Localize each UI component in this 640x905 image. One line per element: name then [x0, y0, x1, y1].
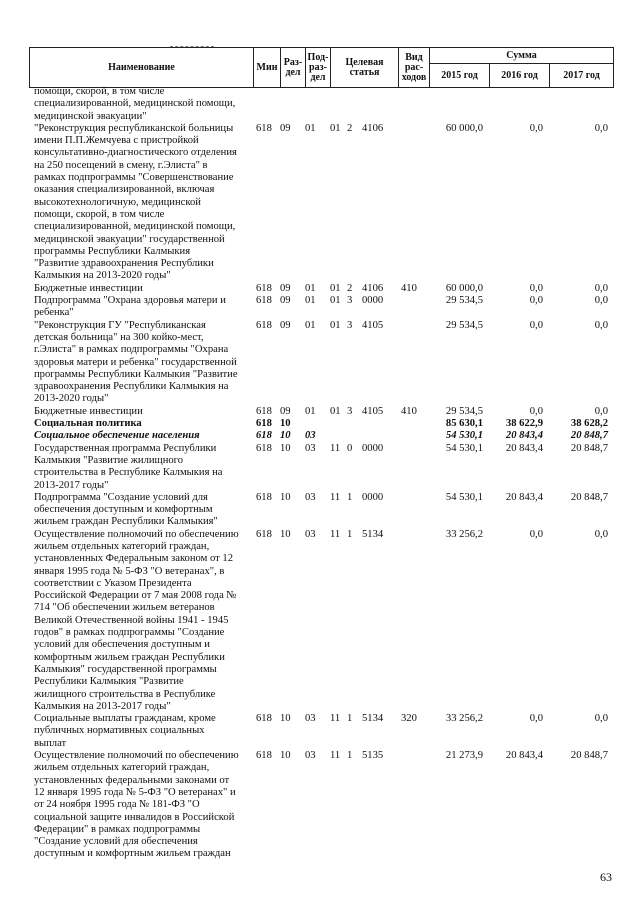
cell-rz: 09 — [280, 319, 291, 331]
row-name: Осуществление полномочий по обеспечению жильем отдельных категорий граждан, установленных Федеральным законом от 12 января 1995 года № 5-ФЗ "О ветеранах", в соответствии с Указом Президента Российской Федерации от 7 мая 2008 года № 714 "Об обеспечении жильем ветеранов Великой Отечественной войны 1941 - 1945 годов" в рамках подпрограммы "Создание условий для обеспечения доступным и комфортным жильем граждан Республики Калмыкия" государственной программы Республики Калмыкия "Развитие жилищного строительства в Республике Калмыкия на 2013-2017 годы" — [34, 528, 239, 712]
cell-pr: 03 — [305, 442, 316, 454]
cell-min: 618 — [256, 282, 272, 294]
table-row — [29, 283, 613, 295]
cell-s2015: 60 000,0 — [445, 122, 483, 134]
table-body — [29, 86, 613, 861]
cell-t3: 4105 — [362, 405, 384, 417]
table-row — [29, 713, 613, 750]
cell-s2017: 0,0 — [594, 122, 608, 134]
table-row — [29, 492, 613, 529]
cell-t3: 5135 — [362, 750, 384, 762]
cell-s2016: 0,0 — [529, 122, 543, 134]
cell-s2015: 54 530,1 — [445, 430, 483, 442]
cell-t2: 1 — [347, 491, 353, 503]
cell-t2: 2 — [347, 122, 353, 134]
header-summa: Сумма — [430, 48, 614, 64]
cell-t2: 1 — [347, 528, 353, 540]
row-name: "Реконструкция республиканской больницы имени П.П.Жемчуева с пристройкой консультативно-диагностического отделения на 250 посещений в смену, г.Элиста" в рамках подпрограммы "Совершенствование оказания специализированной, включая высокотехнологичную, медицинской помощи, скорой, в том числе специализированной, медицинской помощи, медицинской эвакуации" государственной программы Республики Калмыкия "Развитие здравоохранения Республики Калмыкия на 2013-2020 годы" — [34, 122, 237, 282]
cell-s2015: 29 534,5 — [445, 295, 483, 307]
cell-t2: 0 — [347, 442, 353, 454]
header-2017: 2017 год — [550, 64, 614, 88]
cell-s2017: 20 848,7 — [570, 491, 608, 503]
header-razdel: Раз- дел — [281, 48, 306, 88]
cell-s2017: 20 848,7 — [570, 430, 608, 442]
cell-s2016: 38 622,9 — [505, 418, 543, 430]
cell-s2016: 0,0 — [529, 295, 543, 307]
table-row — [29, 295, 613, 320]
cell-s2016: 0,0 — [529, 319, 543, 331]
cell-min: 618 — [256, 713, 272, 725]
cell-s2015: 33 256,2 — [445, 528, 483, 540]
row-name: Осуществление полномочий по обеспечению жильем отдельных категорий граждан, установленных федеральными законами от 12 января 1995 года № 5-ФЗ "О ветеранах" и от 24 ноября 1995 года № 181-ФЗ "О социальной защите инвалидов в Российской Федерации" в рамках подпрограммы "Создание условий для обеспечения доступным и комфортным жильем граждан — [34, 750, 239, 860]
table-row — [29, 443, 613, 492]
header-target: Целевая статья — [331, 48, 399, 88]
cell-t3: 0000 — [362, 295, 384, 307]
cell-t2: 1 — [347, 750, 353, 762]
cell-rz: 09 — [280, 405, 291, 417]
cell-vid: 320 — [401, 713, 417, 725]
cell-t3: 4106 — [362, 282, 384, 294]
cell-vid: 410 — [401, 282, 417, 294]
cell-s2015: 33 256,2 — [445, 713, 483, 725]
row-name: "Реконструкция ГУ "Республиканская детская больница" на 300 койко-мест, г.Элиста" в рамках подпрограммы "Охрана здоровья матери и ребенка" государственной программы Республики Калмыкия "Развитие здравоохранения Республики Калмыкия на 2013-2020 годы" — [34, 319, 238, 405]
row-name: помощи, скорой, в том числе специализированной, медицинской помощи, медицинской эвакуации" — [34, 86, 236, 122]
table-row — [29, 406, 613, 418]
cell-s2017: 0,0 — [594, 405, 608, 417]
cell-t1: 11 — [330, 442, 341, 454]
cell-min: 618 — [256, 405, 272, 417]
header-name: Наименование — [30, 48, 254, 88]
cell-rz: 10 — [280, 528, 291, 540]
cell-vid: 410 — [401, 405, 417, 417]
cell-s2017: 38 628,2 — [570, 418, 608, 430]
cell-s2017: 0,0 — [594, 295, 608, 307]
cell-s2015: 29 534,5 — [445, 319, 483, 331]
cell-s2016: 20 843,4 — [505, 442, 543, 454]
cell-s2017: 20 848,7 — [570, 442, 608, 454]
cell-t3: 4105 — [362, 319, 384, 331]
cell-t1: 11 — [330, 528, 341, 540]
cell-t2: 3 — [347, 405, 353, 417]
cell-t1: 11 — [330, 713, 341, 725]
table-row — [29, 320, 613, 406]
cell-min: 618 — [256, 442, 272, 454]
cell-t2: 3 — [347, 319, 353, 331]
cell-pr: 03 — [305, 528, 316, 540]
cell-s2015: 60 000,0 — [445, 282, 483, 294]
table-header — [29, 47, 614, 88]
header-2015: 2015 год — [430, 64, 490, 88]
cell-t1: 11 — [330, 750, 341, 762]
table-row — [29, 123, 613, 283]
cell-t3: 5134 — [362, 528, 384, 540]
cell-s2016: 0,0 — [529, 713, 543, 725]
cell-t2: 2 — [347, 282, 353, 294]
cell-rz: 10 — [280, 430, 291, 442]
header-min: Мин — [254, 48, 281, 88]
table-row — [29, 418, 613, 430]
cell-s2017: 0,0 — [594, 713, 608, 725]
cell-s2015: 21 273,9 — [445, 750, 483, 762]
row-name: Государственная программа Республики Калмыкия "Развитие жилищного строительства в Республике Калмыкия на 2013-2017 годы" — [34, 442, 223, 491]
cell-rz: 09 — [280, 295, 291, 307]
cell-min: 618 — [256, 418, 272, 430]
cell-pr: 01 — [305, 122, 316, 134]
cell-s2017: 20 848,7 — [570, 750, 608, 762]
cell-s2015: 54 530,1 — [445, 491, 483, 503]
cell-min: 618 — [256, 319, 272, 331]
cell-rz: 10 — [280, 713, 291, 725]
header-podrazdel: Под- раз- дел — [306, 48, 331, 88]
cell-s2017: 0,0 — [594, 282, 608, 294]
table-row — [29, 750, 613, 861]
cell-t1: 11 — [330, 491, 341, 503]
cell-rz: 10 — [280, 418, 291, 430]
cell-min: 618 — [256, 750, 272, 762]
cell-t1: 01 — [330, 405, 341, 417]
cell-min: 618 — [256, 295, 272, 307]
cell-pr: 01 — [305, 295, 316, 307]
cell-min: 618 — [256, 528, 272, 540]
cell-s2015: 54 530,1 — [445, 442, 483, 454]
row-name: Социальная политика — [34, 418, 142, 430]
cell-s2017: 0,0 — [594, 319, 608, 331]
cell-pr: 01 — [305, 405, 316, 417]
cell-s2016: 20 843,4 — [505, 430, 543, 442]
cell-min: 618 — [256, 491, 272, 503]
row-name: Социальное обеспечение населения — [34, 430, 200, 442]
cell-t3: 4106 — [362, 122, 384, 134]
cell-pr: 03 — [305, 750, 316, 762]
cell-s2016: 20 843,4 — [505, 750, 543, 762]
cell-min: 618 — [256, 430, 272, 442]
table-row — [29, 430, 613, 442]
page-number: 63 — [600, 870, 612, 884]
cell-t3: 5134 — [362, 713, 384, 725]
cell-rz: 10 — [280, 442, 291, 454]
cell-pr: 03 — [305, 713, 316, 725]
cell-t1: 01 — [330, 282, 341, 294]
cell-pr: 01 — [305, 319, 316, 331]
header-vid: Вид рас- ходов — [399, 48, 430, 88]
cell-s2016: 0,0 — [529, 282, 543, 294]
row-name: Бюджетные инвестиции — [34, 405, 143, 417]
row-name: Бюджетные инвестиции — [34, 282, 143, 294]
cell-min: 618 — [256, 122, 272, 134]
cell-t3: 0000 — [362, 442, 384, 454]
cell-t1: 01 — [330, 295, 341, 307]
cell-rz: 10 — [280, 491, 291, 503]
cell-pr: 03 — [305, 491, 316, 503]
cell-s2017: 0,0 — [594, 528, 608, 540]
table-row — [29, 86, 613, 123]
cell-s2015: 85 630,1 — [445, 418, 483, 430]
row-name: Подпрограмма "Охрана здоровья матери и ребенка" — [34, 295, 226, 319]
cell-rz: 10 — [280, 750, 291, 762]
row-name: Социальные выплаты гражданам, кроме публичных нормативных социальных выплат — [34, 713, 216, 749]
row-name: Подпрограмма "Создание условий для обеспечения доступным и комфортным жильем граждан Республики Калмыкия" — [34, 491, 218, 528]
cell-t1: 01 — [330, 122, 341, 134]
cell-s2016: 20 843,4 — [505, 491, 543, 503]
cell-s2016: 0,0 — [529, 528, 543, 540]
cell-pr: 01 — [305, 282, 316, 294]
header-2016: 2016 год — [490, 64, 550, 88]
cell-rz: 09 — [280, 122, 291, 134]
cell-t2: 3 — [347, 295, 353, 307]
cell-pr: 03 — [305, 430, 316, 442]
cell-t3: 0000 — [362, 491, 384, 503]
cell-s2016: 0,0 — [529, 405, 543, 417]
cell-t1: 01 — [330, 319, 341, 331]
cell-s2015: 29 534,5 — [445, 405, 483, 417]
cell-t2: 1 — [347, 713, 353, 725]
cell-rz: 09 — [280, 282, 291, 294]
table-row — [29, 529, 613, 713]
